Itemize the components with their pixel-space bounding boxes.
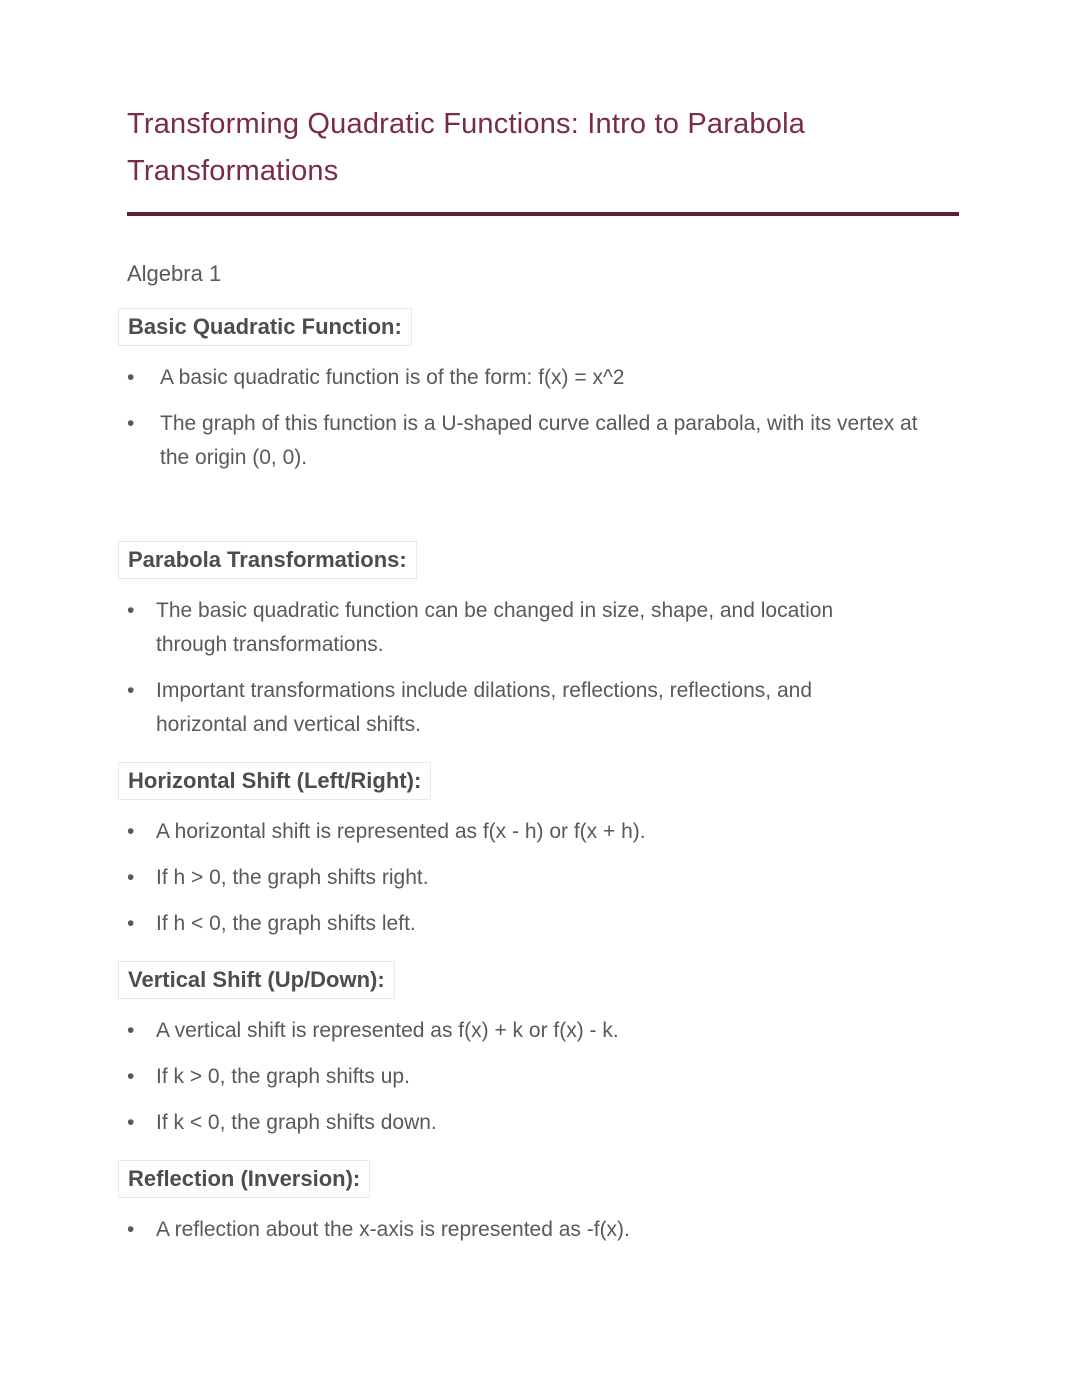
list-item bbox=[127, 1014, 955, 1048]
bullet-text: If k > 0, the graph shifts up. bbox=[156, 1065, 410, 1088]
course-label: Algebra 1 bbox=[127, 261, 222, 286]
bullet-text: If k < 0, the graph shifts down. bbox=[156, 1111, 437, 1134]
section-reflection bbox=[127, 1152, 955, 1247]
bullet-icon: • bbox=[127, 366, 135, 389]
bullet-icon: • bbox=[127, 1111, 135, 1134]
section-basic-quadratic-function bbox=[127, 289, 955, 475]
bullet-icon: • bbox=[127, 912, 135, 935]
page-title: Transforming Quadratic Functions: Intro to Parabola Transformations bbox=[127, 108, 806, 187]
bullet-text: A horizontal shift is represented as f(x - h) or f(x + h). bbox=[156, 820, 646, 843]
bullet-icon: • bbox=[127, 1019, 135, 1042]
list-item bbox=[127, 1213, 955, 1247]
section-heading: Basic Quadratic Function: bbox=[118, 308, 412, 346]
section-heading: Vertical Shift (Up/Down): bbox=[118, 961, 395, 999]
section-heading: Parabola Transformations: bbox=[118, 541, 417, 579]
bullet-list bbox=[127, 1014, 955, 1140]
bullet-icon: • bbox=[127, 1218, 135, 1241]
bullet-text: A basic quadratic function is of the form: f(x) = x^2 bbox=[160, 366, 625, 389]
bullet-icon: • bbox=[127, 1065, 135, 1088]
section-vertical-shift bbox=[127, 953, 955, 1140]
section-horizontal-shift bbox=[127, 754, 955, 941]
list-item bbox=[127, 594, 955, 662]
list-item bbox=[127, 1106, 955, 1140]
bullet-list bbox=[127, 361, 955, 475]
bullet-icon: • bbox=[127, 679, 135, 702]
list-item bbox=[127, 815, 955, 849]
list-item bbox=[127, 907, 955, 941]
list-item bbox=[127, 407, 955, 475]
bullet-icon: • bbox=[127, 599, 135, 622]
bullet-text: Important transformations include dilations, reflections, reflections, and horizontal and vertical shifts. bbox=[156, 679, 812, 736]
bullet-icon: • bbox=[127, 866, 135, 889]
bullet-list bbox=[127, 594, 955, 742]
title-divider bbox=[127, 212, 959, 216]
list-item bbox=[127, 861, 955, 895]
bullet-icon: • bbox=[127, 820, 135, 843]
bullet-text: A reflection about the x-axis is represented as -f(x). bbox=[156, 1218, 630, 1241]
section-parabola-transformations bbox=[127, 487, 955, 742]
list-item bbox=[127, 1060, 955, 1094]
bullet-text: The graph of this function is a U-shaped curve called a parabola, with its vertex at the origin (0, 0). bbox=[160, 412, 918, 469]
list-item bbox=[127, 674, 955, 742]
bullet-icon: • bbox=[127, 412, 135, 435]
bullet-text: If h > 0, the graph shifts right. bbox=[156, 866, 429, 889]
bullet-text: If h < 0, the graph shifts left. bbox=[156, 912, 416, 935]
bullet-list bbox=[127, 1213, 955, 1247]
bullet-text: The basic quadratic function can be changed in size, shape, and location through transformations. bbox=[156, 599, 834, 656]
section-heading: Reflection (Inversion): bbox=[118, 1160, 370, 1198]
section-heading: Horizontal Shift (Left/Right): bbox=[118, 762, 431, 800]
list-item bbox=[127, 361, 955, 395]
bullet-list bbox=[127, 815, 955, 941]
bullet-text: A vertical shift is represented as f(x) + k or f(x) - k. bbox=[156, 1019, 619, 1042]
